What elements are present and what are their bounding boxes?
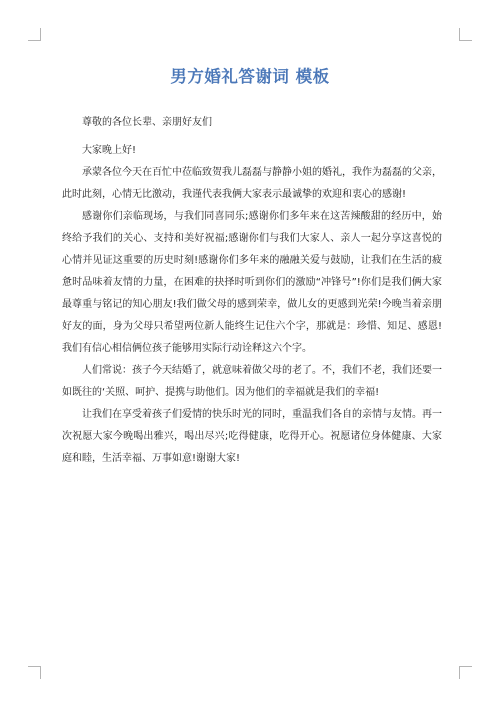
crop-mark-top-left [28,28,41,41]
paragraph-4: 让我们在享受着孩子们爱情的快乐时光的同时，重温我们各自的亲情与友情。再一次祝愿大家今晚喝出雅兴，喝出尽兴;吃得健康，吃得开心。祝愿诸位身体健康、大家庭和睦，生活幸福、万事如意!谢谢大家! [62,409,442,464]
crop-mark-top-right [459,28,472,41]
crop-mark-bottom-right [459,666,472,679]
document-title: 男方婚礼答谢词 模板 [170,67,330,86]
paragraph-3: 人们常说：孩子今天结婚了，就意味着做父母的老了。不，我们不老，我们还要一如既往的‘关照、呵护、提携与助他们。因为他们的幸福就是我们的幸福! [62,365,442,398]
document-body [62,112,442,470]
greeting: 大家晚上好! [82,145,137,156]
salutation: 尊敬的各位长辈、亲朋好友们 [82,117,212,128]
crop-mark-bottom-left [28,666,41,679]
paragraph-1: 承蒙各位今天在百忙中莅临致贺我儿磊磊与静静小姐的婚礼，我作为磊磊的父亲，此时此刻，心情无比激动，我谨代表我俩大家表示最诚挚的欢迎和衷心的感谢! [62,167,442,200]
paragraph-2: 感谢你们亲临现场，与我们同喜同乐;感谢你们多年来在这苦辣酸甜的经历中，始终给予我们的关心、支持和美好祝福;感谢你们与我们大家人、亲人一起分享这喜悦的心情并见证这重要的历史时刻!感谢你们多年来的融融关爱与鼓励，让我们在生活的疲惫时品味着友情的力量，在困难的抉择时听到你们的激励“冲锋号”!你们是我们俩大家最尊重与铭记的知心朋友!我们做父母的感到荣幸，做儿女的更感到光荣!今晚当着亲朋好友的面，身为父母只希望两位新人能终生记住六个字，那就是：珍惜、知足、感恩!我们有信心相信俩位孩子能够用实际行动诠释这六个字。 [62,211,442,354]
